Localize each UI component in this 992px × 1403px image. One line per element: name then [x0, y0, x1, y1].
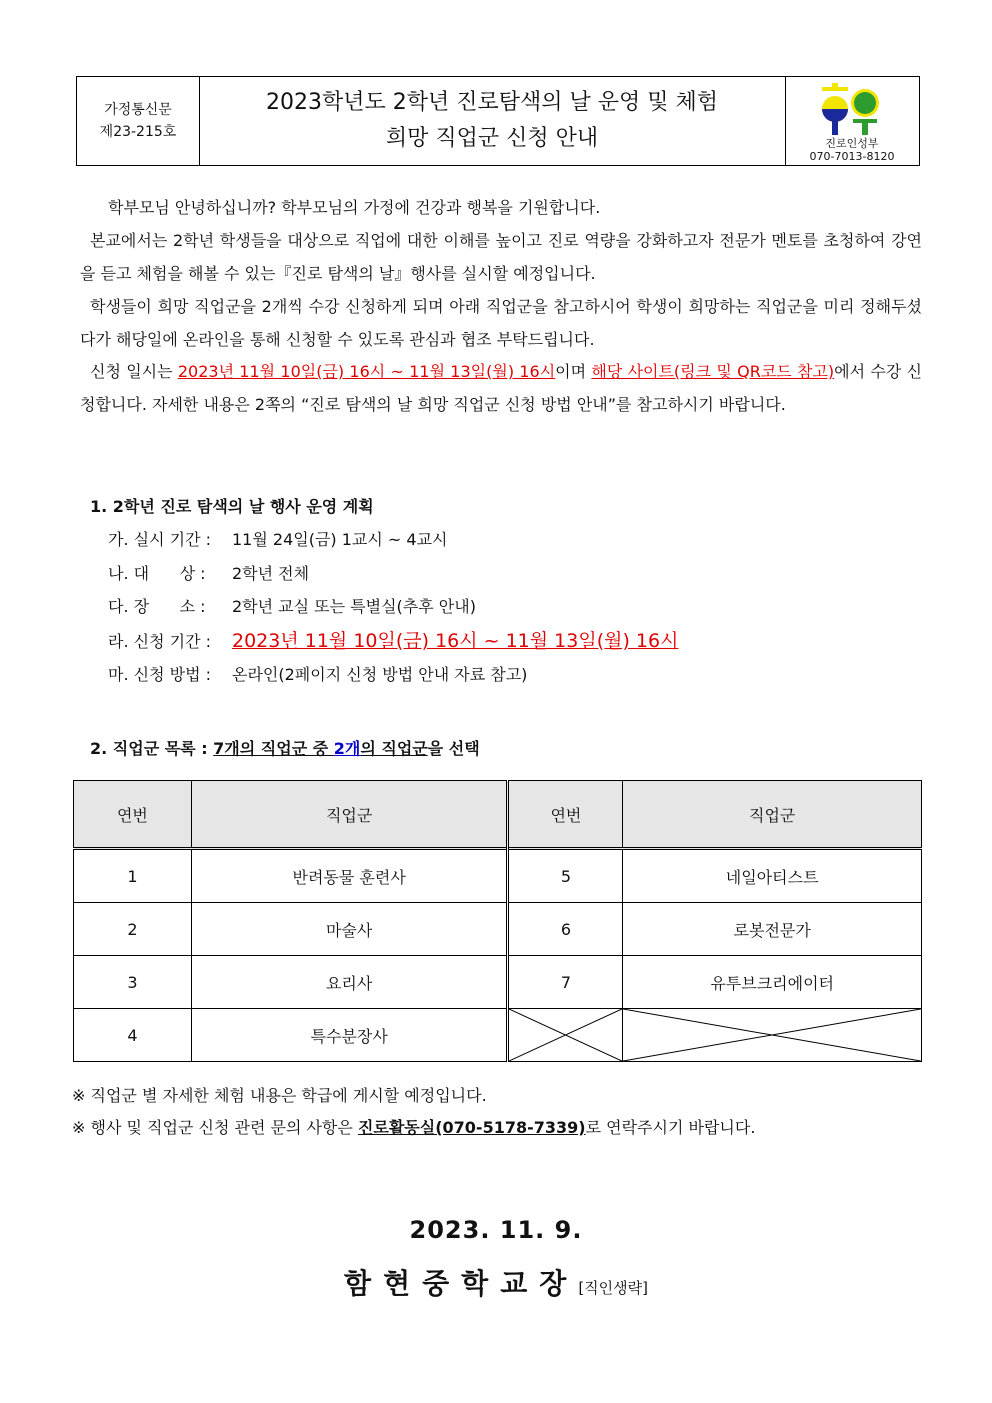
- schedule-paragraph: [80, 356, 922, 421]
- table-row: [74, 956, 922, 1009]
- section2-heading-count: 2개: [333, 739, 361, 758]
- schedule-text-a: 신청 일시는: [90, 362, 178, 381]
- request-text: 학생들이 희망 직업군을 2개씩 수강 신청하게 되며 아래 직업군을 참고하시어 학생이 희망하는 직업군을 미리 정해두셨다가 해당일에 온라인을 통해 신청할 수 있도록 관심과 협조 부탁드립니다.: [80, 297, 922, 349]
- schedule-text-c: 에서 수강 신청합니다. 자세한 내용은 2쪽의 “진로 탐색의 날 희망 직업군 신청 방법 안내”를 참고하시기 바랍니다.: [80, 362, 923, 414]
- header-box: [76, 76, 920, 166]
- request-paragraph: [80, 291, 922, 356]
- note-1: ※ 직업군 별 자세한 체험 내용은 학급에 게시할 예정입니다.: [72, 1086, 487, 1105]
- plan-item-label: 나. 대 상 :: [108, 564, 206, 583]
- doc-info: [77, 77, 200, 165]
- cell-no: 5: [508, 849, 623, 903]
- note-2-text-a: ※ 행사 및 직업군 신청 관련 문의 사항은: [72, 1118, 358, 1137]
- section2-heading: [90, 736, 480, 759]
- doc-type: 가정통신문: [104, 102, 172, 118]
- plan-item-label: 다. 장 소 :: [108, 597, 206, 616]
- plan-item-value: 2학년 교실 또는 특별실(추후 안내): [232, 597, 476, 616]
- title-line1: 2023학년도 2학년 진로탐색의 날 운영 및 체험: [266, 90, 718, 115]
- section2-heading-u2: 의 직업군: [360, 739, 428, 758]
- greeting-text: 학부모님 안녕하십니까? 학부모님의 가정에 건강과 행복을 기원합니다.: [108, 198, 601, 217]
- greeting-paragraph: [80, 192, 922, 225]
- cross-icon: [623, 1009, 921, 1061]
- title-line2: 희망 직업군 신청 안내: [385, 126, 599, 151]
- col-header-no: 연번: [74, 781, 192, 849]
- signer-name: 함현중학교장: [344, 1267, 579, 1300]
- signer: [0, 1262, 992, 1302]
- cross-icon: [509, 1009, 622, 1061]
- schedule-period-highlight: 2023년 11월 10일(금) 16시 ~ 11월 13일(월) 16시: [177, 362, 556, 381]
- plan-item-value-highlight: 2023년 11월 10일(금) 16시 ~ 11월 13일(월) 16시: [232, 630, 679, 652]
- cell-job: 요리사: [191, 956, 508, 1009]
- plan-item-value: 온라인(2페이지 신청 방법 안내 자료 참고): [232, 665, 528, 684]
- plan-item-label: 마. 신청 방법 :: [108, 665, 212, 684]
- empty-crossed-cell: [508, 1009, 623, 1062]
- col-header-no: 연번: [508, 781, 623, 849]
- cell-no: 7: [508, 956, 623, 1009]
- section2-heading-b: 을 선택: [427, 739, 480, 758]
- dept-phone: 070-7013-8120: [809, 150, 895, 163]
- col-header-job: 직업군: [623, 781, 922, 849]
- doc-number: 제23-215호: [99, 124, 177, 140]
- cell-no: 6: [508, 903, 623, 956]
- cell-no: 1: [74, 849, 192, 903]
- site-link-highlight[interactable]: 해당 사이트(링크 및 QR코드 참고): [591, 362, 835, 381]
- plan-item-label: 라. 신청 기간 :: [108, 632, 212, 651]
- cell-job: 마술사: [191, 903, 508, 956]
- plan-item-apply-period: [108, 626, 678, 653]
- section1-heading: 1. 2학년 진로 탐색의 날 행사 운영 계획: [90, 497, 374, 516]
- empty-crossed-cell: [623, 1009, 922, 1062]
- cell-no: 2: [74, 903, 192, 956]
- seal-note: [직인생략]: [578, 1279, 648, 1297]
- plan-item-place: [108, 594, 476, 617]
- col-header-job: 직업군: [191, 781, 508, 849]
- page-title: [199, 77, 786, 165]
- schedule-text-b: 이며: [555, 362, 592, 381]
- intro-text: 본교에서는 2학년 학생들을 대상으로 직업에 대한 이해를 높이고 진로 역량을 강화하고자 전문가 멘토를 초청하여 강연을 듣고 체험을 해볼 수 있는『진로 탐색의 날』행사를 실시할 예정입니다.: [80, 231, 922, 283]
- contact-office: 진로활동실(070-5178-7339): [357, 1118, 586, 1137]
- plan-item-period: [108, 527, 448, 550]
- school-logo-icon: [817, 83, 887, 135]
- cell-job: 반려동물 훈련사: [191, 849, 508, 903]
- plan-item-label: 가. 실시 기간 :: [108, 530, 212, 549]
- section2-heading-a: 2. 직업군 목록 :: [90, 739, 214, 758]
- dept-info: [785, 77, 919, 165]
- table-header-row: [74, 781, 922, 849]
- plan-item-value: 11월 24일(금) 1교시 ~ 4교시: [232, 530, 448, 549]
- note-2: [72, 1115, 755, 1138]
- cell-job: 로봇전문가: [623, 903, 922, 956]
- intro-paragraph: [80, 225, 922, 290]
- section2-heading-u1: 7개의 직업군 중: [213, 739, 334, 758]
- table-row: [74, 1009, 922, 1062]
- cell-job: 유투브크리에이터: [623, 956, 922, 1009]
- table-row: [74, 903, 922, 956]
- plan-item-apply-method: [108, 662, 527, 685]
- note-2-text-b: 로 연락주시기 바랍니다.: [585, 1118, 756, 1137]
- cell-job: 특수분장사: [191, 1009, 508, 1062]
- table-row: [74, 849, 922, 903]
- plan-item-target: [108, 561, 309, 584]
- cell-no: 4: [74, 1009, 192, 1062]
- dept-name: 진로인성부: [825, 137, 879, 150]
- jobs-table: [73, 780, 922, 1062]
- plan-item-value: 2학년 전체: [232, 564, 310, 583]
- issue-date: 2023. 11. 9.: [409, 1216, 583, 1244]
- cell-no: 3: [74, 956, 192, 1009]
- cell-job: 네일아티스트: [623, 849, 922, 903]
